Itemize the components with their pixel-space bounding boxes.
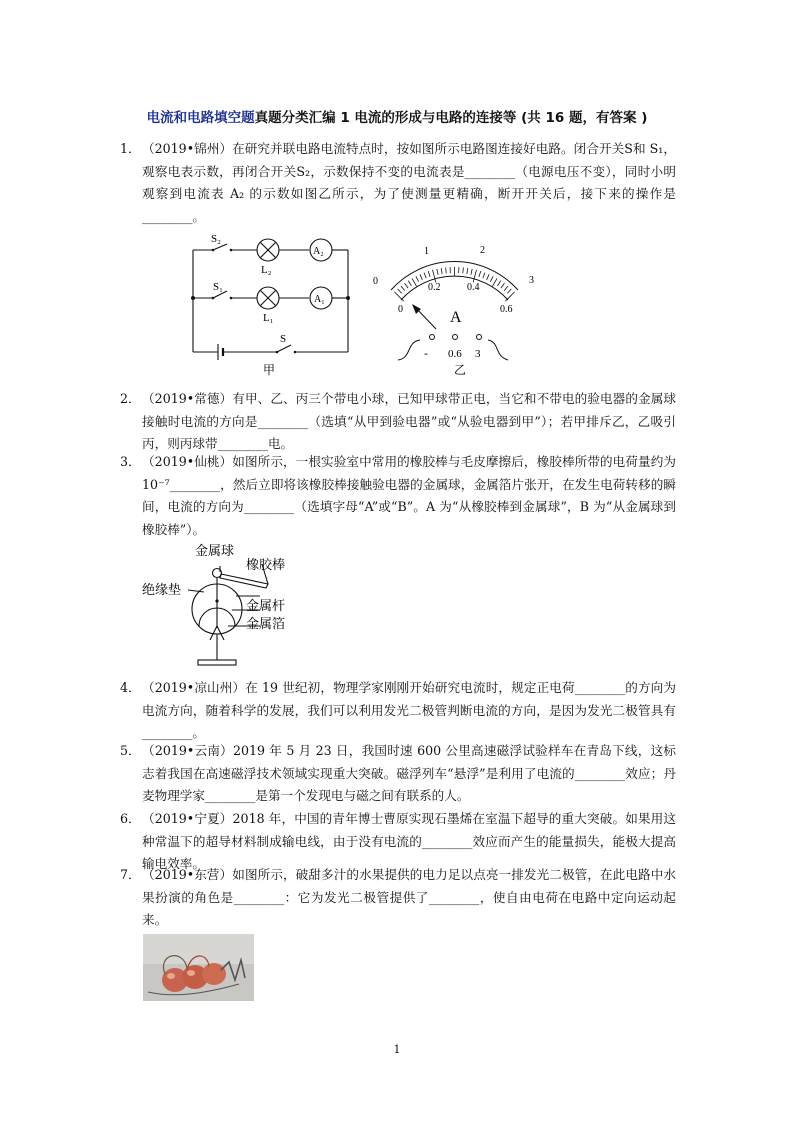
question-text: （2019•东营）如图所示，破甜多汁的水果提供的电力足以点亮一排发光二极管，在此电路中水果扮演的角色是________：它为发光二极管提供了________，使自由电荷在电路中定向运动起来。 — [142, 867, 676, 927]
question-text: （2019•宁夏）2018 年，中国的青年博士曹原实现石墨烯在室温下超导的重大突破。如果用这种常温下的超导材料制成输电线，由于没有电流的________效应而产生的能量损失，能极大提高输电效率。 — [142, 811, 676, 871]
dial-minor-02: 0.2 — [428, 282, 441, 293]
title-rest: 真题分类汇编 1 电流的形成与电路的连接等 (共 16 题，有答案 ) — [254, 110, 648, 126]
dial-tick — [507, 289, 511, 293]
label-metal-ball: 金属球 — [195, 544, 235, 559]
dial-tick — [487, 274, 489, 279]
ammeter-a2-label: A₂ — [313, 246, 324, 257]
dial-minor-06: 0.6 — [500, 304, 513, 315]
question-text: （2019•锦州）在研究并联电路电流特点时，按如图所示电路图连接好电路。闭合开关S和 S₁，观察电表示数，再闭合开关S₂，示数保持不变的电流表是________（电源电压不变），同时小明观察到电流表 A₂ 的示数如图乙所示，为了使测量更精确，断开开关后，接下来的操作是________。 — [142, 141, 676, 224]
question-number: 3． — [120, 454, 141, 469]
dial-tick — [405, 283, 409, 288]
switch-s1-label: S₁ — [213, 281, 223, 293]
dial-tick — [504, 286, 508, 291]
dial-tick — [437, 269, 438, 275]
dial-tick — [441, 268, 442, 274]
label-metal-bar: 金属杆 — [246, 599, 286, 614]
lamp-l2-label: L₂ — [261, 264, 272, 276]
dial-unit: A — [450, 309, 462, 326]
dial-major-3: 3 — [529, 275, 534, 286]
question-number: 5． — [120, 743, 141, 758]
switch-s-label: S — [280, 333, 287, 345]
dial-tick — [394, 292, 403, 301]
dial-tick — [479, 271, 481, 277]
dial-tick — [467, 268, 468, 274]
dial-tick — [412, 278, 417, 286]
dial-tick — [401, 286, 405, 291]
fruit-battery-photo — [143, 934, 254, 1001]
question-number: 1． — [120, 141, 141, 156]
dial-tick — [490, 276, 493, 281]
question-text: （2019•云南）2019 年 5 月 23 日，我国时速 600 公里高速磁浮试验样车在青岛下线，这标志着我国在高速磁浮技术领域实现重大突破。磁浮列车“悬浮”是利用了电流的________效应；丹麦物理学家________是第一个发现电与磁之间有联系的人。 — [142, 743, 676, 803]
dial-minor-04: 0.4 — [467, 282, 480, 293]
electroscope-figure — [140, 540, 310, 670]
question-number: 6． — [120, 811, 141, 826]
title-highlight: 电流和电路填空题 — [146, 110, 255, 126]
question-7 — [120, 864, 676, 932]
lamp-l1-label: L₁ — [263, 312, 274, 324]
dial-tick — [424, 273, 426, 279]
dial-tick — [501, 283, 505, 288]
question-4 — [120, 677, 676, 745]
label-rubber-rod: 橡胶棒 — [246, 558, 286, 573]
question-3 — [120, 451, 676, 541]
page-title — [0, 106, 794, 126]
terminal-minus: - — [424, 346, 428, 360]
question-1 — [120, 138, 676, 228]
dial-major-0: 0 — [373, 276, 378, 287]
question-number: 4． — [120, 680, 141, 695]
question-5 — [120, 740, 676, 808]
question-number: 2． — [120, 391, 141, 406]
terminal-3: 3 — [475, 348, 481, 360]
figure-caption-jia: 甲 — [263, 363, 276, 377]
figure-caption-yi: 乙 — [454, 363, 467, 377]
label-insulating-pad: 绝缘垫 — [142, 583, 182, 598]
circuit-diagram-jia — [185, 228, 360, 378]
dial-tick — [398, 289, 402, 293]
ammeter-dial-yi — [368, 240, 548, 378]
question-number: 7． — [120, 867, 141, 882]
dial-tick — [498, 281, 501, 286]
dial-tick — [408, 281, 411, 286]
dial-tick — [446, 267, 447, 273]
dial-major-1: 1 — [424, 246, 429, 257]
question-text: （2019•凉山州）在 19 世纪初，物理学家刚刚开始研究电流时，规定正电荷________的方向为电流方向，随着科学的发展，我们可以利用发光二极管判断电流的方向，是因为发光二极管具有________。 — [142, 680, 676, 740]
dial-tick — [493, 278, 498, 286]
question-text: （2019•常德）有甲、乙、丙三个带电小球，已知甲球带正电，当它和不带电的验电器的金属球接触时电流的方向是________（选填“从甲到验电器”或“从验电器到甲”）；若甲排斥乙，乙吸引丙，则丙球带________电。 — [142, 391, 676, 451]
dial-tick — [428, 271, 430, 277]
question-2 — [120, 388, 676, 456]
dial-tick — [416, 276, 419, 281]
terminal-06: 0.6 — [448, 348, 462, 360]
dial-tick — [473, 270, 476, 283]
page-number: 1 — [393, 1043, 401, 1056]
dial-tick — [505, 292, 514, 301]
dial-tick — [463, 267, 464, 273]
dial-major-2: 2 — [480, 245, 485, 256]
label-metal-foil: 金属箔 — [246, 617, 286, 632]
dial-tick — [433, 270, 436, 283]
dial-tick — [471, 269, 472, 275]
dial-minor-0: 0 — [398, 304, 403, 315]
ammeter-a1-label: A₁ — [314, 294, 325, 305]
question-text: （2019•仙桃）如图所示，一根实验室中常用的橡胶棒与毛皮摩擦后，橡胶棒所带的电荷量约为 10⁻⁷________，然后立即将该橡胶棒接触验电器的金属球，金属箔片张开，在发生电荷转移的瞬间，电流的方向为________（选填字母“A”或“B”。A 为“从橡胶棒到金属球”，B 为“从金属球到橡胶棒”）。 — [142, 454, 676, 537]
switch-s2-label: S₂ — [211, 233, 221, 245]
dial-tick — [483, 273, 485, 279]
dial-tick — [420, 274, 422, 279]
